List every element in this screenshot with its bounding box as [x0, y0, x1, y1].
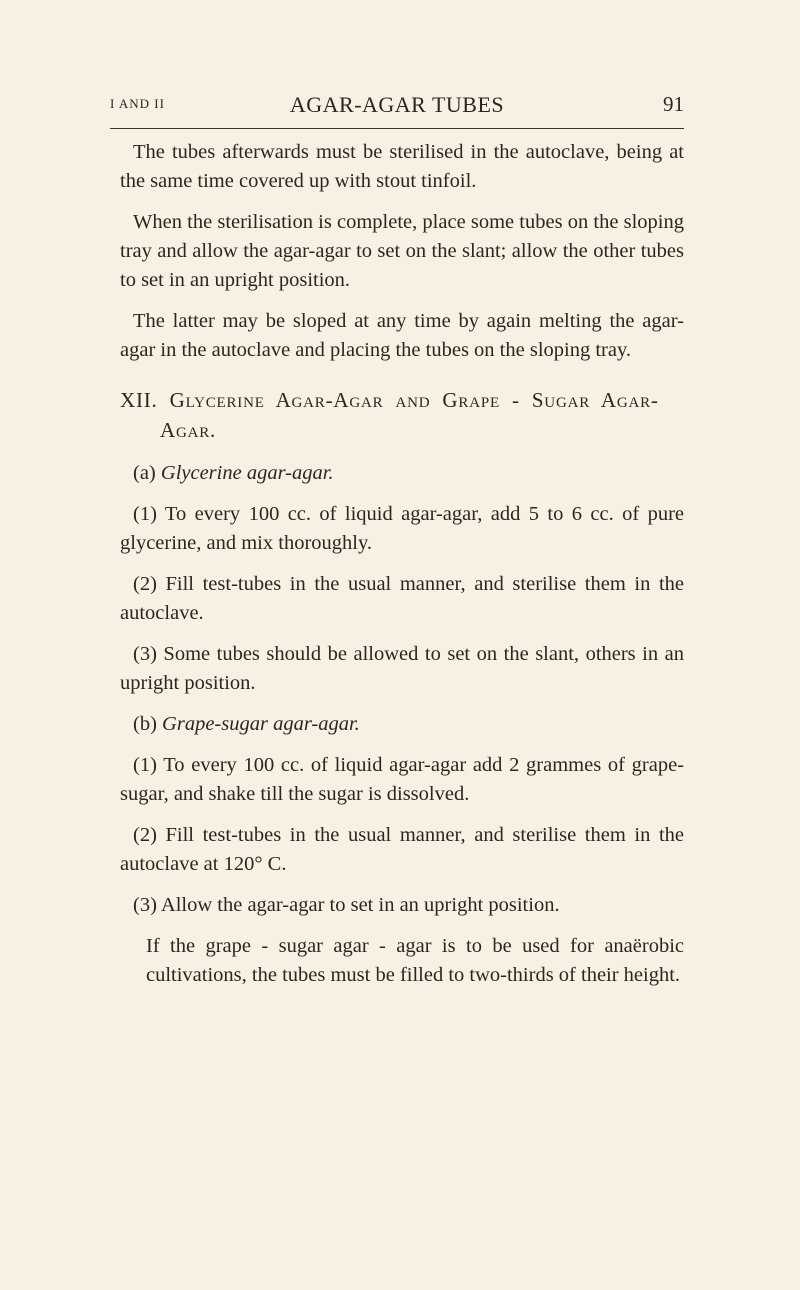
running-head-chapter-ref: I AND II [110, 96, 165, 111]
step-a-1: (1) To every 100 cc. of liquid agar-agar, add 5 to 6 cc. of pure glycerine, and mix thoroughly. [120, 503, 684, 554]
paragraph-sterilise-autoclave: The tubes afterwards must be sterilised in the autoclave, being at the same time covered up with stout tinfoil. [120, 141, 684, 192]
subsection-a-label: (a) [133, 462, 156, 484]
running-head [110, 92, 684, 122]
step-a-2: (2) Fill test-tubes in the usual manner, and sterilise them in the autoclave. [120, 573, 684, 624]
header-rule [110, 128, 684, 129]
step-a-3: (3) Some tubes should be allowed to set on the slant, others in an upright position. [120, 643, 684, 694]
step-b-3: (3) Allow the agar-agar to set in an upright position. [133, 894, 560, 916]
subsection-a-title: Glycerine agar-agar. [160, 462, 334, 484]
subsection-b-heading [120, 710, 684, 739]
running-head-title: AGAR-AGAR TUBES [289, 92, 505, 117]
subsection-b-label: (b) [133, 713, 157, 735]
paragraph-latter-sloped: The latter may be sloped at any time by again melting the agar-agar in the autoclave and placing the tubes on the sloping tray. [120, 310, 684, 361]
section-heading: XII. Glycerine Agar-Agar and Grape - Sugar Agar-Agar. [120, 388, 659, 442]
note-anaerobic: If the grape - sugar agar - agar is to be used for anaërobic cultivations, the tubes must be filled to two-thirds of their height. [146, 935, 684, 986]
body-text [120, 138, 684, 1002]
step-b-2: (2) Fill test-tubes in the usual manner, and sterilise them in the autoclave at 120° C. [120, 824, 684, 875]
subsection-b-title: Grape-sugar agar-agar. [162, 713, 360, 735]
subsection-a-heading [120, 459, 684, 488]
step-b-1: (1) To every 100 cc. of liquid agar-agar add 2 grammes of grape-sugar, and shake till the sugar is dissolved. [120, 754, 684, 805]
page-number: 91 [663, 92, 684, 116]
paragraph-sterilisation-complete: When the sterilisation is complete, place some tubes on the sloping tray and allow the agar-agar to set on the slant; allow the other tubes to set in an upright position. [120, 211, 684, 291]
